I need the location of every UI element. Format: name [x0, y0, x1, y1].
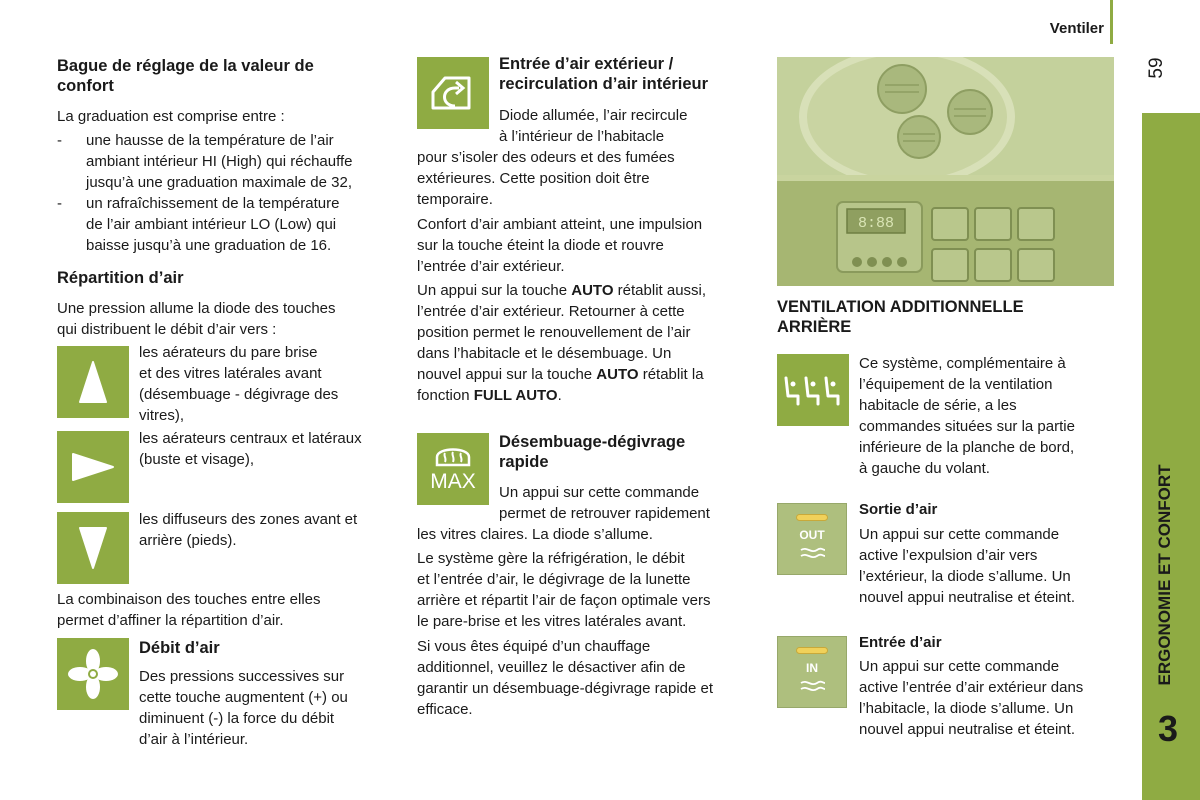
text-run: nouvel appui sur la touche	[417, 366, 597, 383]
text-line: les aérateurs centraux et latéraux	[139, 430, 362, 447]
heading-debit: Débit d’air	[139, 639, 220, 657]
recirc-long	[417, 147, 675, 210]
heading-sortie-air: Sortie d’air	[859, 501, 938, 518]
text-run: fonction	[417, 387, 474, 404]
heading-line: VENTILATION ADDITIONNELLE	[777, 298, 1024, 316]
auto-keyword: AUTO	[596, 366, 639, 383]
photo-clock-display: 8:88	[857, 215, 895, 232]
item-buste	[139, 428, 362, 470]
text-line: le pare-brise et les vitres latérales avant.	[417, 613, 687, 630]
in-button-label: IN	[806, 661, 818, 675]
air-waves-icon	[799, 546, 827, 560]
list-dash: -	[57, 195, 62, 212]
text-line: Un appui sur cette commande	[859, 658, 1060, 675]
combinaison-text	[57, 589, 321, 631]
text-line: position permet le renouvellement de l’air	[417, 324, 691, 341]
out-button-image	[777, 503, 847, 575]
list-dash: -	[57, 132, 62, 149]
item-pieds	[139, 509, 357, 551]
arrow-down-icon	[57, 512, 129, 584]
text-line: et des vitres latérales avant	[139, 365, 322, 382]
desemb-long	[417, 524, 653, 545]
out-led	[796, 514, 828, 521]
ventilation-photo	[777, 57, 1114, 286]
text-line: l’extérieur, la diode s’allume. Un	[859, 568, 1071, 585]
text-line: additionnel, veuillez le désactiver afin de	[417, 659, 686, 676]
heading-line: Bague de réglage de la valeur de	[57, 57, 314, 75]
text-line: Des pressions successives sur	[139, 668, 345, 685]
in-button-image	[777, 636, 847, 708]
text-line: et l’entrée d’air, le dégivrage de la lunette	[417, 571, 691, 588]
heading-line: ARRIÈRE	[777, 318, 852, 336]
text-line: extérieures. Cette position doit être	[417, 170, 650, 187]
desemb-short	[499, 482, 710, 524]
auto-text	[417, 280, 706, 406]
text-line: les diffuseurs des zones avant et	[139, 511, 358, 528]
text-line: Diode allumée, l’air recircule	[499, 107, 688, 124]
text-line: (désembuage - dégivrage des	[139, 386, 339, 403]
full-auto-keyword: FULL AUTO	[473, 387, 558, 404]
list-item	[57, 193, 397, 256]
text-line: (buste et visage),	[139, 451, 255, 468]
entree-text	[859, 656, 1083, 740]
text-line: à gauche du volant.	[859, 460, 990, 477]
repartition-intro	[57, 298, 336, 340]
chauffage-text	[417, 636, 713, 720]
text-line: Le système gère la réfrigération, le débit	[417, 550, 685, 567]
graduation-list	[57, 130, 397, 256]
text-line	[417, 385, 706, 406]
text-line: inférieure de la planche de bord,	[859, 439, 1075, 456]
text-line: active l’expulsion d’air vers	[859, 547, 1038, 564]
text-run: Un appui sur la touche	[417, 282, 572, 299]
text-line: arrière et répartit l’air de façon optimale vers	[417, 592, 711, 609]
text-line: nouvel appui neutralise et éteint.	[859, 721, 1075, 738]
item-pare-brise	[139, 342, 338, 426]
out-button-label: OUT	[799, 528, 825, 542]
heading-repartition: Répartition d’air	[57, 269, 184, 287]
text-line: de l’air ambiant intérieur LO (Low) qui	[86, 216, 337, 233]
text-line: l’entrée d’air extérieur. Retourner à cette	[417, 303, 685, 320]
text-line: d’air à l’intérieur.	[139, 731, 249, 748]
text-line: vitres),	[139, 407, 184, 424]
text-line: commandes situées sur la partie	[859, 418, 1075, 435]
heading-line: rapide	[499, 453, 549, 471]
text-line: efficace.	[417, 701, 473, 718]
text-run: .	[557, 387, 562, 404]
list-item	[57, 130, 397, 193]
text-line: arrière (pieds).	[139, 532, 237, 549]
text-line	[417, 280, 706, 301]
text-line: Ce système, complémentaire à	[859, 355, 1066, 372]
chapter-label-text: ERGONOMIE ET CONFORT	[1155, 464, 1174, 686]
text-line: baisse jusqu’à une graduation de 16.	[86, 237, 332, 254]
sortie-text	[859, 524, 1075, 608]
heading-desembuage	[499, 432, 685, 472]
header-rule	[1110, 0, 1113, 44]
text-line: dans l’habitacle et le désembuage. Un	[417, 345, 672, 362]
ventilation-arriere-text	[859, 353, 1075, 479]
text-line: permet de retrouver rapidement	[499, 505, 710, 522]
text-line: habitacle de série, a les	[859, 397, 1017, 414]
text-line: qui distribuent le débit d’air vers :	[57, 321, 277, 338]
text-line: temporaire.	[417, 191, 493, 208]
text-line: une hausse de la température de l’air	[86, 132, 334, 149]
max-label: MAX	[430, 470, 476, 493]
text-line: l’habitacle, la diode s’allume. Un	[859, 700, 1074, 717]
text-line: à l’intérieur de l’habitacle	[499, 128, 665, 145]
text-line: un rafraîchissement de la température	[86, 195, 340, 212]
text-line	[417, 364, 706, 385]
text-run: rétablit la	[638, 366, 704, 383]
text-line: les aérateurs du pare brise	[139, 344, 318, 361]
recirc-short	[499, 105, 687, 147]
fan-icon	[57, 638, 129, 710]
text-line: La combinaison des touches entre elles	[57, 591, 321, 608]
auto-keyword: AUTO	[571, 282, 614, 299]
text-line: active l’entrée d’air extérieur dans	[859, 679, 1084, 696]
arrow-up-icon	[57, 346, 129, 418]
text-line: nouvel appui neutralise et éteint.	[859, 589, 1075, 606]
arrow-right-icon	[57, 431, 129, 503]
text-line: pour s’isoler des odeurs et des fumées	[417, 149, 675, 166]
debit-text	[139, 666, 348, 750]
text-line: l’entrée d’air extérieur.	[417, 258, 565, 275]
text-line: Un appui sur cette commande	[499, 484, 700, 501]
text-line: l’équipement de la ventilation	[859, 376, 1053, 393]
heading-entree-air-arriere: Entrée d’air	[859, 634, 942, 651]
text-line: cette touche augmentent (+) ou	[139, 689, 348, 706]
heading-line: Entrée d’air extérieur /	[499, 55, 674, 73]
heading-bague	[57, 56, 314, 96]
heading-line: recirculation d’air intérieur	[499, 75, 709, 93]
text-line: permet d’affiner la répartition d’air.	[57, 612, 284, 629]
text-run: rétablit aussi,	[613, 282, 707, 299]
max-defrost-icon	[417, 433, 489, 505]
heading-entree-air	[499, 54, 708, 94]
text-line: Si vous êtes équipé d’un chauffage	[417, 638, 651, 655]
chapter-label	[1150, 450, 1180, 700]
section-title: Ventiler	[1049, 20, 1104, 37]
text-line: garantir un désembuage-dégivrage rapide et	[417, 680, 714, 697]
text-line: ambiant intérieur HI (High) qui réchauffe	[86, 153, 353, 170]
recirculation-icon	[417, 57, 489, 129]
air-waves-icon	[799, 679, 827, 693]
systeme-text	[417, 548, 710, 632]
confort-text	[417, 214, 702, 277]
text-line: diminuent (-) la force du débit	[139, 710, 335, 727]
rear-seats-icon	[777, 354, 849, 426]
in-led	[796, 647, 828, 654]
page-number: 59	[1146, 57, 1167, 79]
heading-line: Désembuage-dégivrage	[499, 433, 686, 451]
text-line: Un appui sur cette commande	[859, 526, 1060, 543]
text-line: les vitres claires. La diode s’allume.	[417, 526, 653, 543]
text-line: Une pression allume la diode des touches	[57, 300, 336, 317]
graduation-intro: La graduation est comprise entre :	[57, 108, 285, 125]
heading-ventilation-arriere	[777, 297, 1024, 337]
text-line: jusqu’à une graduation maximale de 32,	[86, 174, 353, 191]
heading-line: confort	[57, 77, 114, 95]
chapter-number: 3	[1157, 708, 1179, 749]
text-line: sur la touche éteint la diode et rouvre	[417, 237, 664, 254]
text-line: Confort d’air ambiant atteint, une impulsion	[417, 216, 703, 233]
